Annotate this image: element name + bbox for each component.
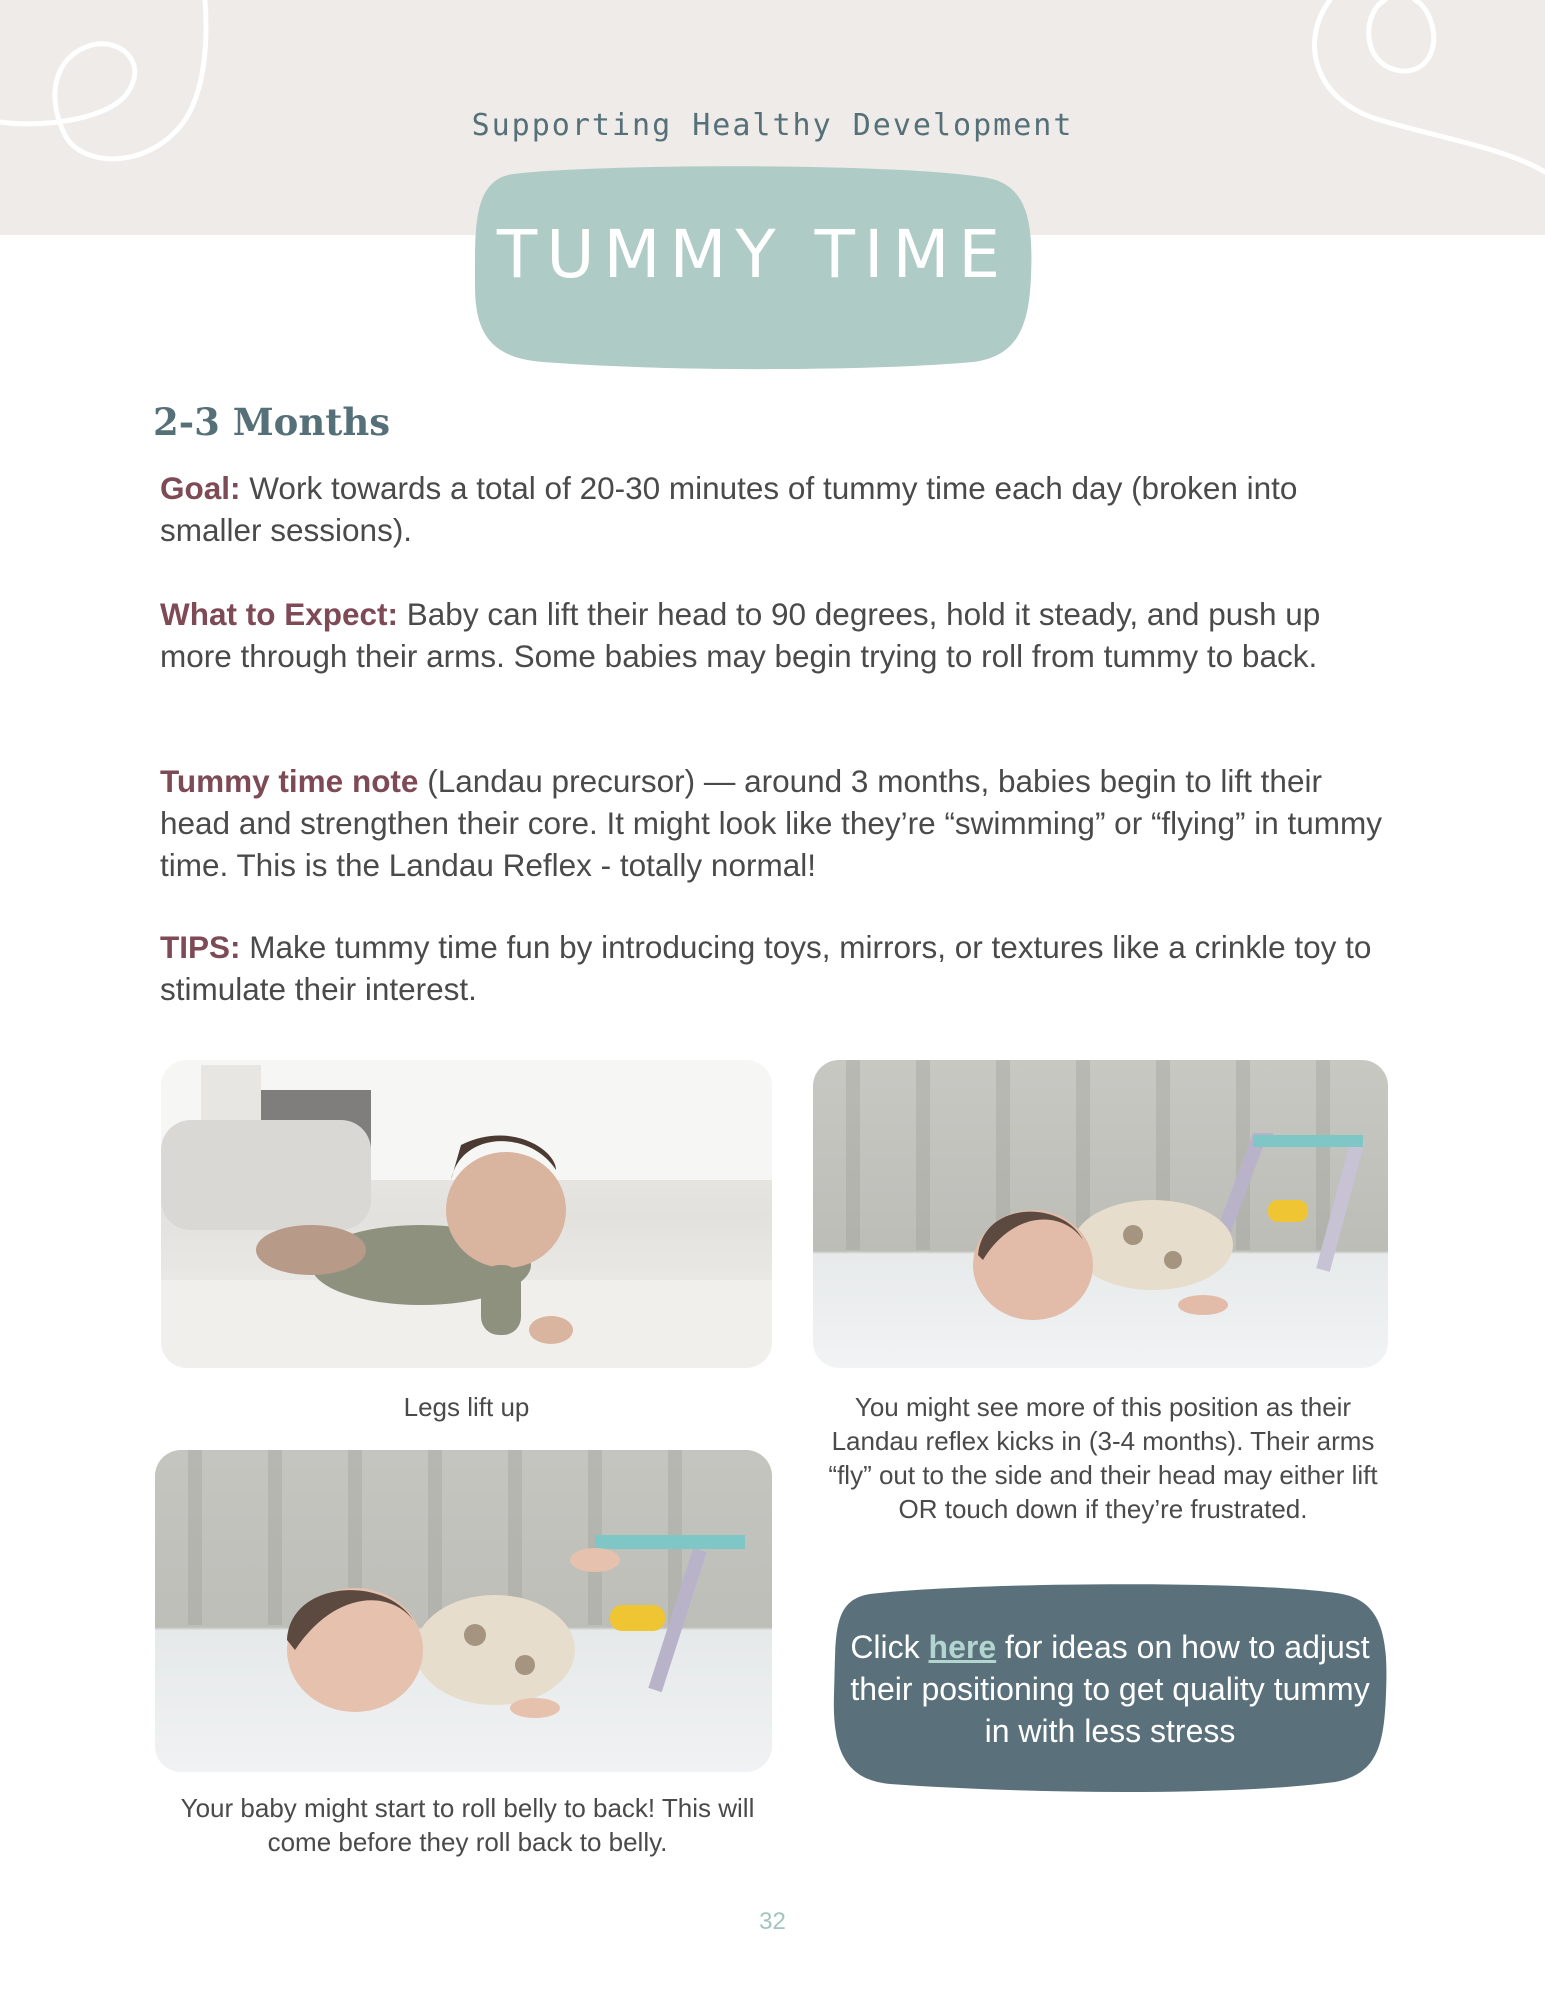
cta-prefix: Click [850, 1629, 929, 1665]
cta-here-link[interactable]: here [928, 1629, 997, 1665]
header-subtitle: Supporting Healthy Development [471, 108, 1074, 143]
goal-text: Work towards a total of 20-30 minutes of tummy time each day (broken into smaller sessions). [160, 470, 1298, 548]
note-label: Tummy time note [160, 763, 419, 799]
photo-caption-rolling: Your baby might start to roll belly to back! This will come before they roll back to belly. [180, 1793, 755, 1857]
expect-label: What to Expect: [160, 596, 399, 632]
baby-photo-legs-lift [161, 1060, 772, 1368]
section-heading: 2-3 Months [153, 400, 391, 444]
goal-label: Goal: [160, 470, 241, 506]
cta-text [838, 1626, 1382, 1752]
tips-text: Make tummy time fun by introducing toys, mirrors, or textures like a crinkle toy to stimulate their interest. [160, 929, 1372, 1007]
expect-text: Baby can lift their head to 90 degrees, hold it steady, and push up more through their arms. Some babies may begin trying to roll from tummy to back. [160, 596, 1321, 674]
page-number: 32 [759, 1908, 786, 1935]
photo-caption-legs-lift: Legs lift up [403, 1392, 530, 1422]
tips-label: TIPS: [160, 929, 241, 965]
note-text: (Landau precursor) — around 3 months, babies begin to lift their head and strengthen their core. It might look like they’re “swimming” or “flying” in tummy time. This is the Landau Reflex - totally normal! [160, 763, 1382, 883]
expect-paragraph [160, 593, 1400, 677]
baby-photo-rolling [155, 1450, 772, 1772]
tips-paragraph [160, 926, 1400, 1010]
page-title: TUMMY TIME [496, 216, 1010, 293]
goal-paragraph [160, 467, 1400, 551]
baby-photo-landau-flying [813, 1060, 1388, 1368]
note-paragraph [160, 760, 1400, 886]
decorative-squiggle-left [0, 0, 230, 170]
decorative-squiggle-right [1290, 0, 1545, 200]
cta-suffix: for ideas on how to adjust their positioning to get quality tummy in with less stress [850, 1629, 1370, 1749]
photo-caption-landau: You might see more of this position as their Landau reflex kicks in (3-4 months). Their arms “fly” out to the side and their head may either lift OR touch down if they’re frustrated. [828, 1392, 1378, 1524]
